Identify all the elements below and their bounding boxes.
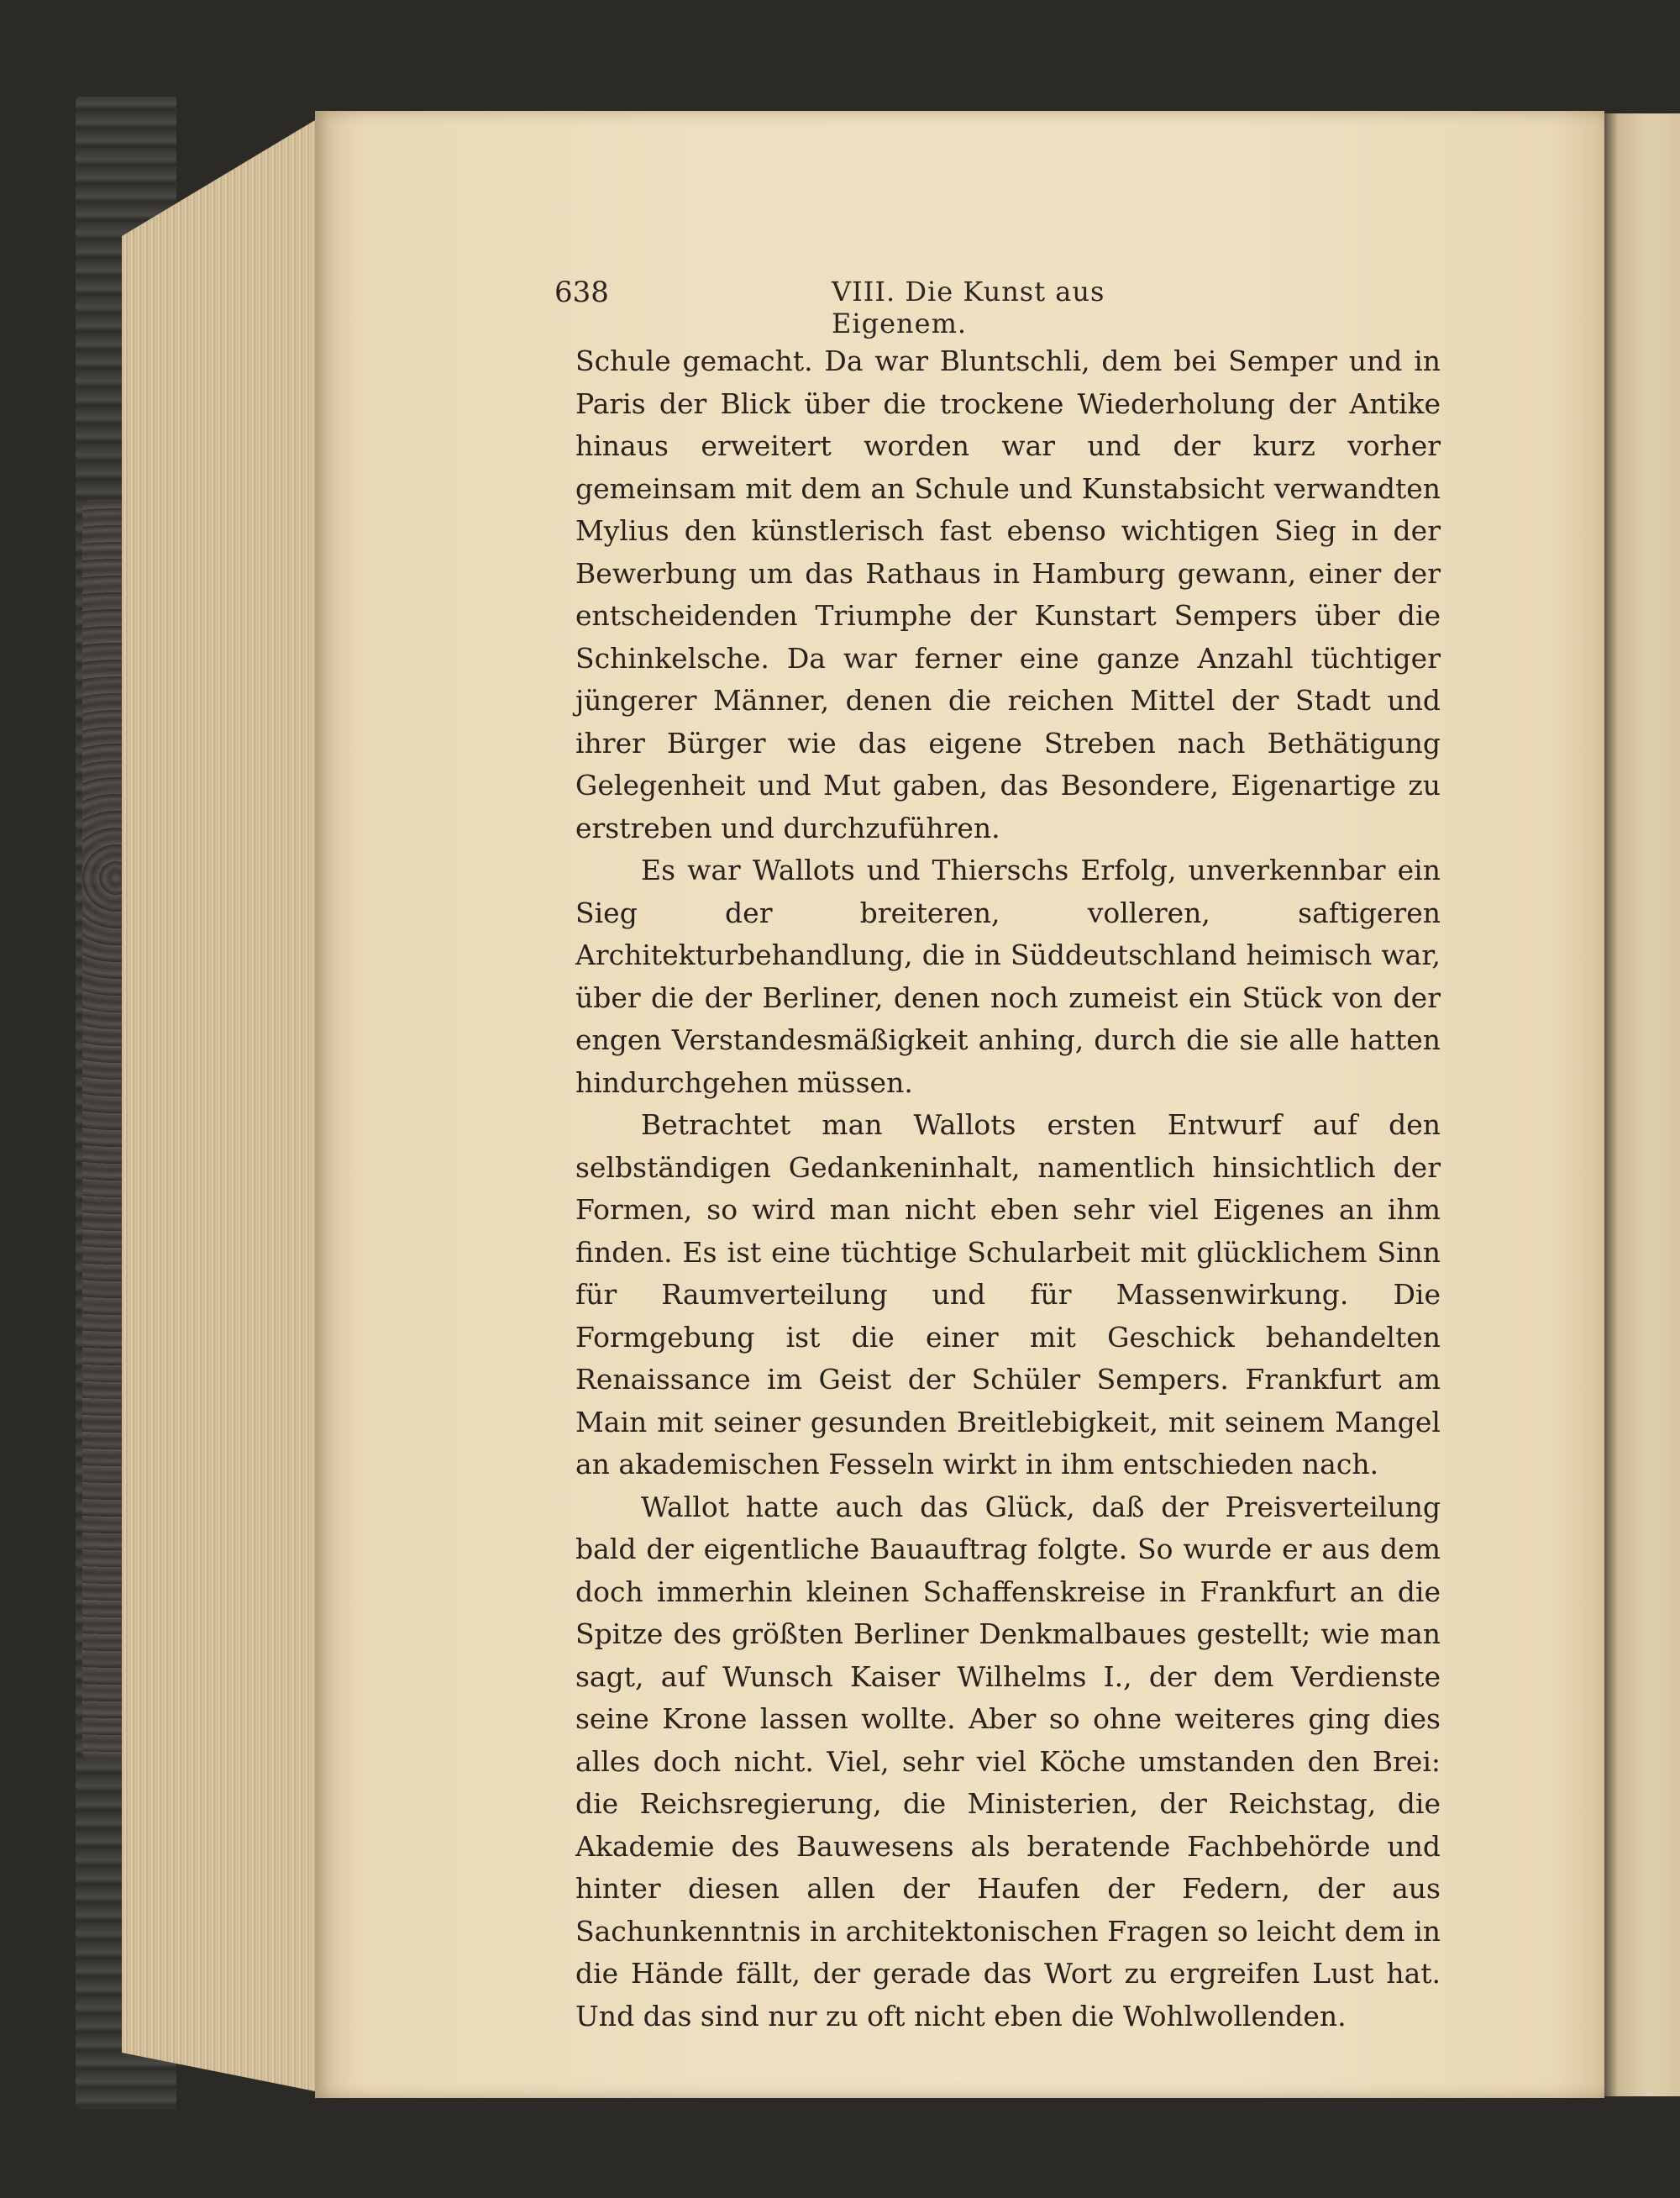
paragraph-4: Wallot hatte auch das Glück, daß der Preisverteilung bald der eigentliche Bauauftrag folgte. So wurde er aus dem doch immerhin kleinen Schaffenskreise in Frankfurt an die Spitze des größten Berliner Denkmalbaues gestellt; wie man sagt, auf Wunsch Kaiser Wilhelms I., der dem Verdienste seine Krone lassen wollte. Aber so ohne weiteres ging dies alles doch nicht. Viel, sehr viel Köche umstanden den Brei: die Reichsregierung, die Ministerien, der Reichstag, die Akademie des Bauwesens als beratende Fachbehörde und hinter diesen allen der Haufen der Federn, der aus Sachunkenntnis in architektonischen Fragen so leicht dem in die Hände fällt, der gerade das Wort zu ergreifen Lust hat. Und das sind nur zu oft nicht eben die Wohlwollenden. [575, 1490, 1441, 2032]
paragraph-3: Betrachtet man Wallots ersten Entwurf auf den selbständigen Gedankeninhalt, namentlich hinsichtlich der Formen, so wird man nicht eben sehr viel Eigenes an ihm finden. Es ist eine tüchtige Schularbeit mit glücklichem Sinn für Raumverteilung und für Massenwirkung. Die Formgebung ist die einer mit Geschick behandelten Renaissance im Geist der Schüler Sempers. Frankfurt am Main mit seiner gesunden Breitlebigkeit, mit seinem Mangel an akademischen Fesseln wirkt in ihm entschieden nach. [575, 1108, 1441, 1480]
paragraph-2: Es war Wallots und Thierschs Erfolg, unverkennbar ein Sieg der breiteren, volleren, saftigeren Architekturbehandlung, die in Süddeutschland heimisch war, über die der Berliner, denen noch zumeist ein Stück von der engen Verstandesmäßigkeit anhing, durch die sie alle hatten hindurchgehen müssen. [575, 854, 1441, 1099]
running-head [554, 276, 1193, 339]
page-edges [122, 118, 319, 2092]
chapter-title: VIII. Die Kunst aus Eigenem. [832, 276, 1105, 339]
facing-page-edge [1604, 113, 1680, 2096]
page-number: 638 [554, 276, 609, 309]
paragraph-1: Schule gemacht. Da war Bluntschli, dem bei Semper und in Paris der Blick über die trockene Wiederholung der Antike hinaus erweitert worden war und der kurz vorher gemeinsam mit dem an Schule und Kunstabsicht verwandten Mylius den künstlerisch fast ebenso wichtigen Sieg in der Bewerbung um das Rathaus in Hamburg gewann, einer der entscheidenden Triumphe der Kunstart Sempers über die Schinkelsche. Da war ferner eine ganze Anzahl tüchtiger jüngerer Männer, denen die reichen Mittel der Stadt und ihrer Bürger wie das eigene Streben nach Bethätigung Gelegenheit und Mut gaben, das Besondere, Eigenartige zu erstreben und durchzuführen. [575, 344, 1441, 844]
body-text [575, 340, 1441, 2038]
